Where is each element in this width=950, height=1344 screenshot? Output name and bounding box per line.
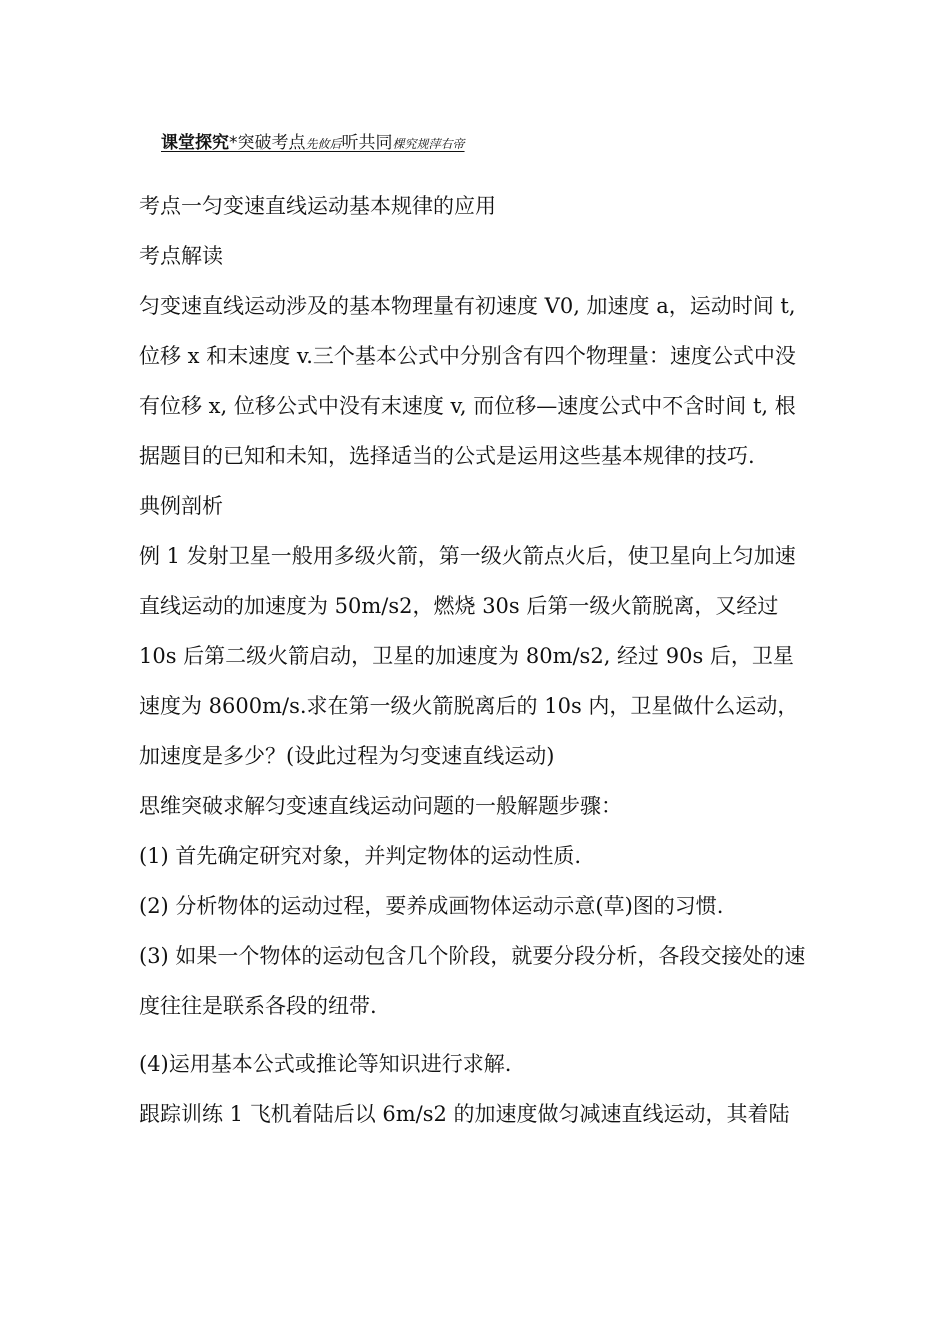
practice-problem: 跟踪训练 1 飞机着陆后以 6m/s2 的加速度做匀减速直线运动，其着陆 <box>139 1102 790 1126</box>
document-body <box>139 181 811 1139</box>
section-heading: 考点一匀变速直线运动基本规律的应用 <box>139 194 496 218</box>
subheading-reading: 考点解读 <box>139 244 223 268</box>
banner-subtitle: *突破考点 <box>229 133 306 153</box>
section-banner <box>161 128 465 153</box>
banner-note-3: 棵究规萍右帝 <box>392 137 465 151</box>
method-heading: 思维突破求解匀变速直线运动问题的一般解题步骤： <box>139 794 622 818</box>
step-1: (1) 首先确定研究对象，并判定物体的运动性质. <box>139 844 582 868</box>
example-problem: 例 1 发射卫星一般用多级火箭，第一级火箭点火后，使卫星向上匀加速直线运动的加速度为 50m/s2，燃烧 30s 后第一级火箭脱离，又经过 10s 后第二级火箭启动，卫星的加速度为 80m/s2, 经过 90s 后，卫星速度为 8600m/s.求在第一级火箭脱离后的 10s 内，卫星做什么运动，加速度是多少？(设此过程为匀变速直线运动) <box>139 544 799 768</box>
paragraph-explanation: 匀变速直线运动涉及的基本物理量有初速度 V0, 加速度 a，运动时间 t, 位移 x 和末速度 v.三个基本公式中分别含有四个物理量：速度公式中没有位移 x, 位移公式中没有末速度 v, 而位移—速度公式中不含时间 t, 根据题目的已知和未知，选择适当的公式是运用这些基本规律的技巧. <box>139 294 796 468</box>
banner-note-1: 先攸后 <box>305 137 342 151</box>
banner-note-2: 听共同 <box>341 133 393 153</box>
step-3: (3) 如果一个物体的运动包含几个阶段，就要分段分析，各段交接处的速度往往是联系各段的纽带. <box>139 944 806 1018</box>
banner-title: 课堂探究 <box>161 133 229 153</box>
step-4: (4)运用基本公式或推论等知识进行求解. <box>139 1052 512 1076</box>
subheading-example: 典例剖析 <box>139 494 223 518</box>
step-2: (2) 分析物体的运动过程，要养成画物体运动示意(草)图的习惯. <box>139 894 724 918</box>
